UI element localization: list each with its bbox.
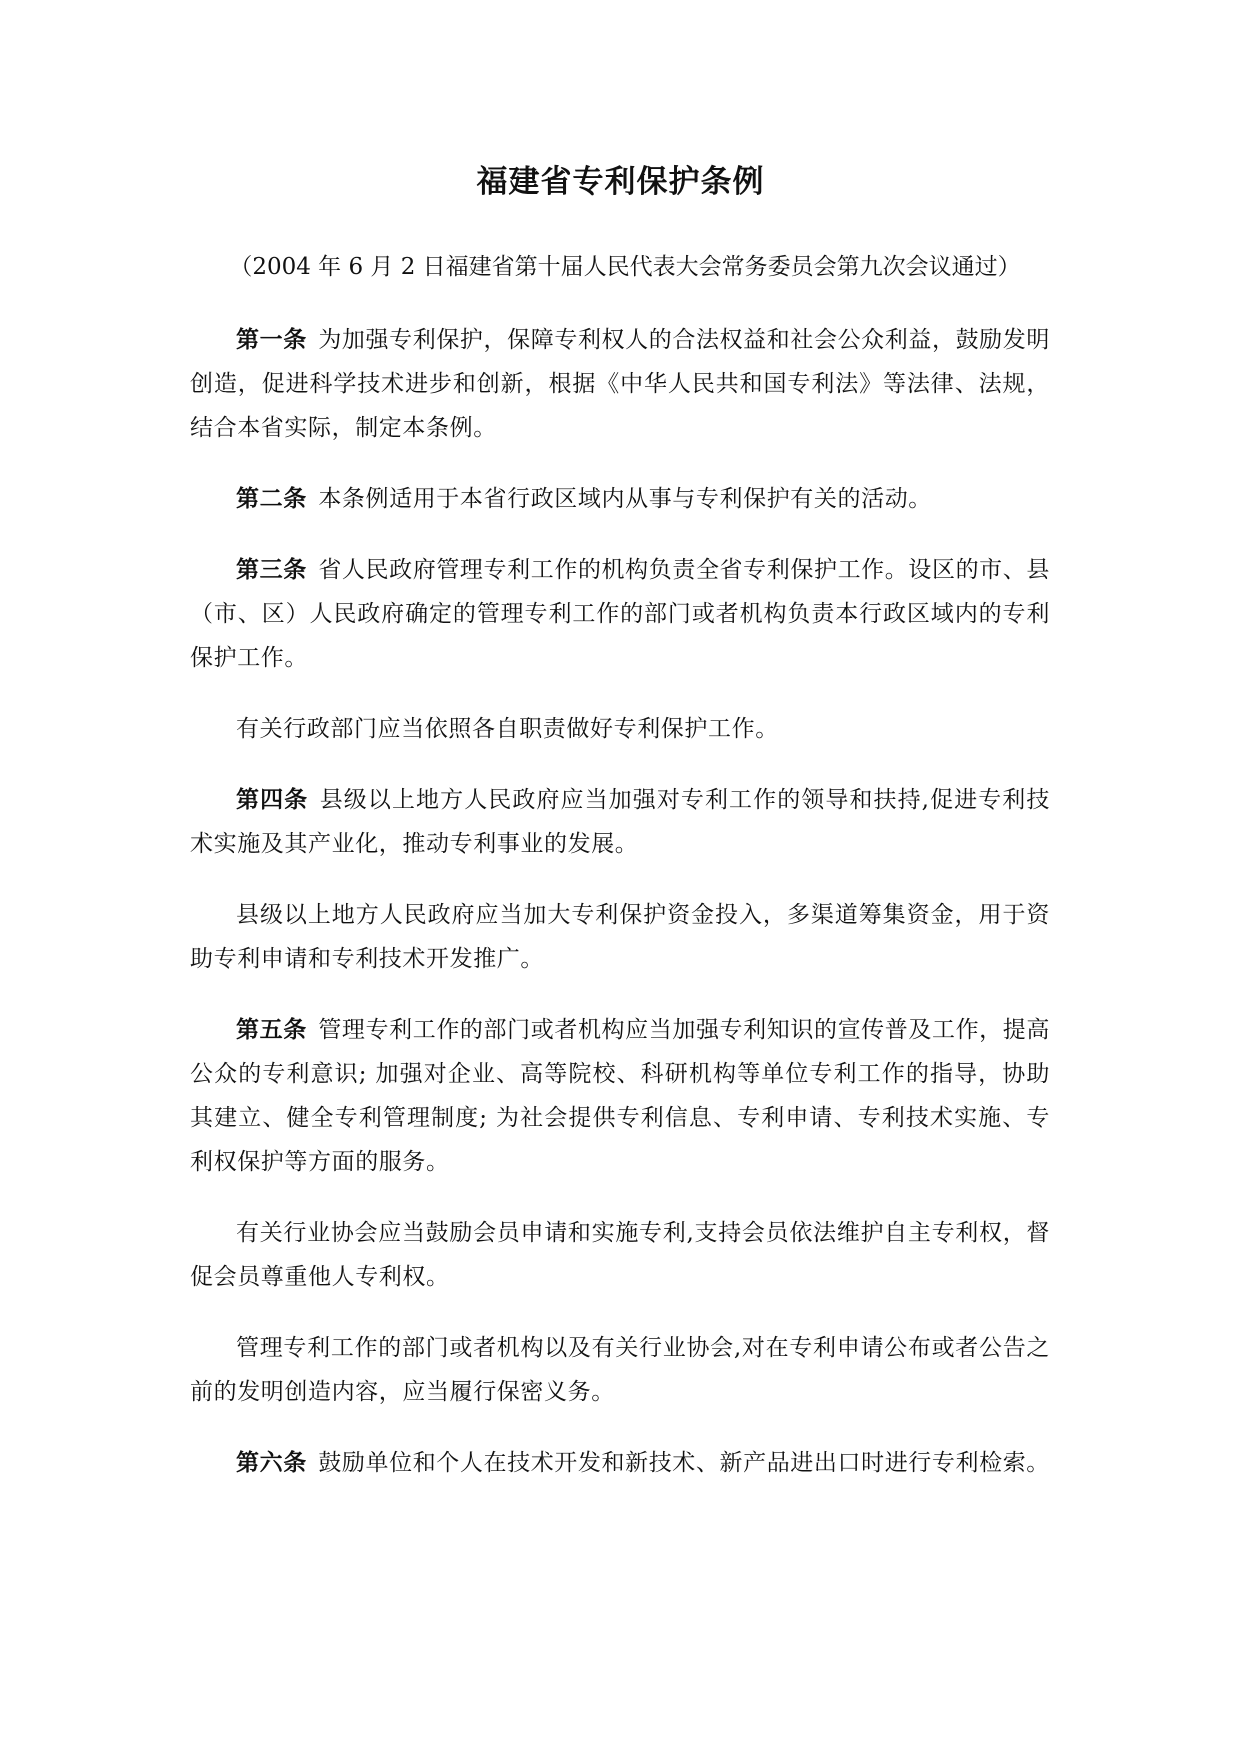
paragraph-article-5-cont-2 <box>190 1326 1050 1414</box>
paragraph-article-5 <box>190 1008 1050 1184</box>
paragraph-article-3-cont <box>190 707 1050 751</box>
paragraph-text: 省人民政府管理专利工作的机构负责全省专利保护工作。设区的市、县（市、区）人民政府确定的管理专利工作的部门或者机构负责本行政区域内的专利保护工作。 <box>190 557 1050 671</box>
document-subtitle: （2004 年 6 月 2 日福建省第十届人民代表大会常务委员会第九次会议通过） <box>229 254 1021 280</box>
paragraph-text: 为加强专利保护，保障专利权人的合法权益和社会公众利益，鼓励发明创造，促进科学技术进步和创新，根据《中华人民共和国专利法》等法律、法规，结合本省实际，制定本条例。 <box>190 327 1050 441</box>
article-number: 第六条 <box>236 1449 307 1476</box>
paragraph-article-3 <box>190 548 1050 680</box>
article-number: 第五条 <box>236 1016 307 1043</box>
document-body <box>190 318 1050 1512</box>
paragraph-article-5-cont-1 <box>190 1211 1050 1299</box>
article-number: 第三条 <box>236 556 307 583</box>
paragraph-text: 本条例适用于本省行政区域内从事与专利保护有关的活动。 <box>318 486 932 512</box>
paragraph-text: 鼓励单位和个人在技术开发和新技术、新产品进出口时进行专利检索。 <box>318 1450 1050 1476</box>
document-title: 福建省专利保护条例 <box>476 164 765 200</box>
paragraph-text: 管理专利工作的部门或者机构以及有关行业协会,对在专利申请公布或者公告之前的发明创造内容，应当履行保密义务。 <box>190 1335 1050 1405</box>
paragraph-text: 管理专利工作的部门或者机构应当加强专利知识的宣传普及工作，提高公众的专利意识; 加强对企业、高等院校、科研机构等单位专利工作的指导，协助其建立、健全专利管理制度; 为社会提供专利信息、专利申请、专利技术实施、专利权保护等方面的服务。 <box>190 1017 1050 1175</box>
paragraph-article-4-cont <box>190 893 1050 981</box>
paragraph-text: 有关行业协会应当鼓励会员申请和实施专利,支持会员依法维护自主专利权，督促会员尊重他人专利权。 <box>190 1220 1050 1290</box>
paragraph-text: 县级以上地方人民政府应当加强对专利工作的领导和扶持,促进专利技术实施及其产业化，推动专利事业的发展。 <box>190 787 1050 857</box>
article-number: 第二条 <box>236 485 307 512</box>
paragraph-article-1 <box>190 318 1050 450</box>
paragraph-article-2 <box>190 477 1050 521</box>
paragraph-text: 有关行政部门应当依照各自职责做好专利保护工作。 <box>236 716 779 742</box>
paragraph-text: 县级以上地方人民政府应当加大专利保护资金投入，多渠道筹集资金，用于资助专利申请和专利技术开发推广。 <box>190 902 1050 972</box>
article-number: 第一条 <box>236 326 307 353</box>
paragraph-article-4 <box>190 778 1050 866</box>
paragraph-article-6 <box>190 1441 1050 1485</box>
article-number: 第四条 <box>236 786 309 813</box>
